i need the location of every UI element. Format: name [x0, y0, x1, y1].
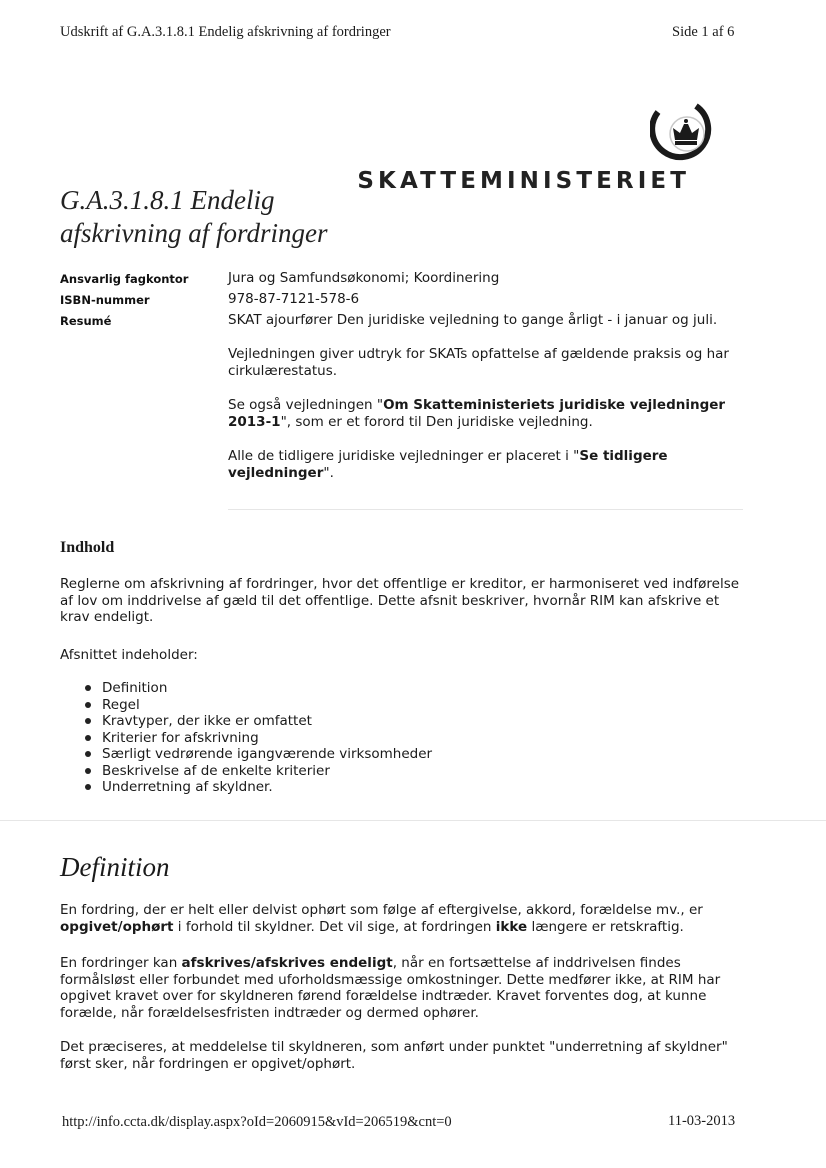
section-heading-indhold: Indhold — [60, 539, 115, 556]
bullet-icon — [85, 768, 91, 774]
summary-p4-link-text: Se tidligere vejledninger — [228, 448, 668, 481]
bullet-icon — [85, 685, 91, 691]
list-item-text: Kravtyper, der ikke er omfattet — [102, 713, 312, 729]
bullet-icon — [85, 735, 91, 741]
print-footer-url: http://info.ccta.dk/display.aspx?oId=2060915&vId=206519&cnt=0 — [62, 1114, 452, 1130]
meta-label-responsible: Ansvarlig fagkontor — [60, 272, 189, 286]
summary-paragraph-4 — [228, 448, 743, 482]
summary-block — [228, 312, 743, 482]
print-footer-date: 11-03-2013 — [668, 1113, 736, 1129]
list-item-text: Kriterier for afskrivning — [102, 729, 259, 746]
definition-p1-emphasis: opgivet/ophørt — [60, 918, 174, 935]
list-item-text: Regel — [102, 696, 140, 713]
list-item — [85, 746, 432, 763]
definition-p1-emphasis: ikke — [495, 918, 528, 935]
definition-p2-emphasis: afskrives/afskrives endeligt — [181, 955, 393, 971]
list-item-text: Særligt vedrørende igangværende virksomheder — [102, 746, 433, 762]
meta-value-responsible: Jura og Samfundsøkonomi; Koordinering — [228, 270, 500, 286]
bullet-icon — [85, 702, 91, 708]
summary-paragraph-3 — [228, 397, 743, 431]
bullet-icon — [85, 718, 91, 724]
definition-paragraph-2 — [60, 955, 750, 1021]
list-item — [85, 713, 432, 730]
meta-label-summary: Resumé — [60, 314, 112, 328]
summary-p4-text: Alle de tidligere juridiske vejledninger er placeret i " — [228, 448, 580, 464]
definition-p1-text: længere er retskraftig. — [527, 918, 684, 935]
print-header-title: Udskrift af G.A.3.1.8.1 Endelig afskrivning af fordringer — [60, 24, 391, 40]
list-item — [85, 697, 432, 714]
definition-p2-text: , når en fortsættelse af inddrivelsen findes formålsløst eller forbundet med uforholdsmæssige omkostninger. Dette medfører ikke, at RIM har opgivet kravet over for skyldneren førend forældelse indtræder. Kravet forventes dog, at kunne forælde, når forældelsesfristen indtræder og dermed ophører. — [60, 955, 721, 1021]
summary-p4-text-end: ". — [323, 465, 334, 481]
summary-paragraph-2: Vejledningen giver udtryk for SKATs opfattelse af gældende praksis og har cirkulærestatus. — [228, 346, 729, 379]
crown-icon — [650, 100, 718, 162]
meta-value-isbn: 978-87-7121-578-6 — [228, 291, 360, 307]
divider — [228, 509, 743, 510]
list-item — [85, 680, 432, 697]
contents-list — [85, 680, 432, 796]
definition-paragraph-1 — [60, 902, 750, 935]
logo-wordmark: SKATTEMINISTERIET — [357, 168, 690, 194]
meta-label-isbn: ISBN-nummer — [60, 293, 150, 307]
bullet-icon — [85, 751, 91, 757]
page-title: G.A.3.1.8.1 Endelig afskrivning af fordringer — [60, 185, 328, 248]
list-item-text: Beskrivelse af de enkelte kriterier — [102, 762, 330, 779]
indhold-intro: Reglerne om afskrivning af fordringer, hvor det offentlige er kreditor, er harmoniseret ved indførelse af lov om inddrivelse af gæld til det offentlige. Dette afsnit beskriver, hvornår RIM kan afskrive et krav endeligt. — [60, 576, 740, 625]
section-divider — [0, 820, 826, 821]
list-item-text: Underretning af skyldner. — [102, 779, 273, 795]
definition-p1-text: En fordring, der er helt eller delvist ophørt som følge af eftergivelse, akkord, forældelse mv., er — [60, 902, 703, 918]
summary-p3-link-text: Om Skatteministeriets juridiske vejledninger 2013-1 — [228, 397, 726, 430]
summary-p3-text-end: ", som er et forord til Den juridiske vejledning. — [280, 414, 593, 430]
summary-p3-text: Se også vejledningen " — [228, 397, 384, 413]
definition-p2-text: En fordringer kan — [60, 955, 182, 971]
definition-p1-text: i forhold til skyldner. Det vil sige, at fordringen — [173, 918, 496, 935]
indhold-contains-label: Afsnittet indeholder: — [60, 647, 198, 663]
summary-paragraph-1: SKAT ajourfører Den juridiske vejledning to gange årligt - i januar og juli. — [228, 312, 718, 328]
bullet-icon — [85, 784, 91, 790]
print-header-page-number: Side 1 af 6 — [672, 24, 735, 40]
list-item — [85, 763, 432, 780]
section-heading-definition: Definition — [60, 852, 170, 882]
list-item — [85, 730, 432, 747]
definition-paragraph-3: Det præciseres, at meddelelse til skyldneren, som anført under punktet "underretning af skyldner" først sker, når fordringen er opgivet/ophørt. — [60, 1039, 728, 1072]
list-item — [85, 779, 432, 796]
list-item-text: Definition — [102, 680, 168, 696]
